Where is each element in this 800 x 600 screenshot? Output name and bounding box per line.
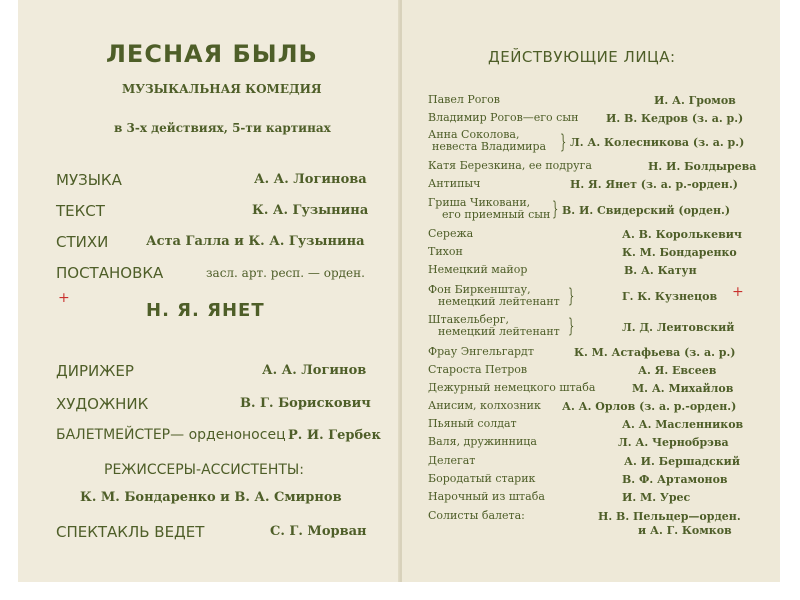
cast-role: Пьяный солдат: [428, 417, 517, 430]
credit-name-artist: В. Г. Борискович: [240, 396, 371, 411]
assistants-label: РЕЖИССЕРЫ-АССИСТЕНТЫ:: [104, 462, 305, 478]
cast-role: Анисим, колхозник: [428, 399, 541, 412]
cast-role: Тихон: [428, 245, 463, 258]
cast-actor: А. А. Орлов (з. а. р.-орден.): [562, 400, 737, 413]
cast-actor-line2: и А. Г. Комков: [638, 524, 732, 537]
cast-role: Антипыч: [428, 177, 481, 190]
cast-actor: А. Я. Евсеев: [638, 364, 717, 377]
cast-actor: И. В. Кедров (з. а. р.): [606, 112, 744, 125]
cast-actor: Н. В. Пельцер—орден.: [598, 510, 741, 523]
cast-role: Староста Петров: [428, 363, 528, 376]
cast-actor: Н. И. Болдырева: [648, 160, 757, 173]
cast-role-line2: невеста Владимира: [432, 140, 547, 153]
ballet-label: БАЛЕТМЕЙСТЕР— орденоносец: [56, 427, 286, 443]
credit-name-verses: Аста Галла и К. А. Гузынина: [146, 234, 365, 249]
play-subtitle: МУЗЫКАЛЬНАЯ КОМЕДИЯ: [122, 82, 322, 96]
credit-label-text: ТЕКСТ: [56, 202, 105, 220]
cast-role: Солисты балета:: [428, 509, 525, 522]
play-acts: в 3-х действиях, 5-ти картинах: [114, 121, 331, 135]
cast-actor: А. А. Масленников: [622, 418, 744, 431]
play-title: ЛЕСНАЯ БЫЛЬ: [106, 40, 318, 68]
stage-manager-name: С. Г. Морван: [270, 524, 367, 539]
cast-role: Сережа: [428, 227, 474, 240]
cast-actor: И. М. Урес: [622, 491, 691, 504]
cast-role: Павел Рогов: [428, 93, 500, 106]
credit-name-music: А. А. Логинова: [254, 172, 367, 187]
director-name: Н. Я. ЯНЕТ: [146, 300, 265, 321]
credit-name-text: К. А. Гузынина: [252, 203, 369, 218]
cast-role: Катя Березкина, ее подруга: [428, 159, 592, 172]
cast-actor: Л. Д. Леитовский: [622, 321, 735, 334]
stage-manager-label: СПЕКТАКЛЬ ВЕДЕТ: [56, 523, 205, 541]
cast-actor: Л. А. Колесникова (з. а. р.): [570, 136, 745, 149]
cast-actor: А. В. Королькевич: [622, 228, 742, 241]
cast-actor: К. М. Бондаренко: [622, 246, 737, 259]
cast-role: Гриша Чиковани,: [428, 196, 531, 209]
cast-actor: Н. Я. Янет (з. а. р.-орден.): [570, 178, 739, 191]
cast-actor: М. А. Михайлов: [632, 382, 734, 395]
credit-label-artist: ХУДОЖНИК: [56, 395, 149, 413]
cast-role: Фон Биркенштау,: [428, 283, 531, 296]
cast-actor: Г. К. Кузнецов: [622, 290, 718, 303]
cast-actor: К. М. Астафьева (з. а. р.): [574, 346, 736, 359]
cast-role: Владимир Рогов—его сын: [428, 111, 579, 124]
cast-role: Фрау Энгельгардт: [428, 345, 534, 358]
cast-role-line2: немецкий лейтенант: [438, 325, 560, 338]
cast-actor: Л. А. Чернобрэва: [618, 436, 729, 449]
left-page: ЛЕСНАЯ БЫЛЬ МУЗЫКАЛЬНАЯ КОМЕДИЯ в 3-х действиях, 5-ти картинах МУЗЫКА А. А. Логинова ТЕКСТ К. А. Гузынина СТИХИ Аста Галла и К. А. Гузынина ПОСТАНОВКА засл. арт. респ. — орден. + Н. Я. ЯНЕТ ДИРИЖЕР А. А. Логинов ХУДОЖНИК В. Г. Борискович БАЛЕТМЕЙСТЕР— орденоносец Р. И. Гербек РЕЖИССЕРЫ-АССИСТЕНТЫ: К. М. Бондаренко и В. А. Смирнов СПЕКТАКЛЬ ВЕДЕТ С. Г. Морван: [18, 0, 400, 582]
cast-actor: А. И. Бершадский: [624, 455, 740, 468]
cast-role-line2: его приемный сын: [442, 208, 551, 221]
cast-actor: В. А. Катун: [624, 264, 697, 277]
cast-role: Дежурный немецкого штаба: [428, 381, 596, 394]
ballet-name: Р. И. Гербек: [288, 428, 381, 443]
assistants-names: К. М. Бондаренко и В. А. Смирнов: [80, 490, 342, 505]
cast-heading: ДЕЙСТВУЮЩИЕ ЛИЦА:: [488, 48, 676, 66]
credit-label-music: МУЗЫКА: [56, 171, 122, 189]
cast-role-line2: немецкий лейтенант: [438, 295, 560, 308]
credit-label-verses: СТИХИ: [56, 233, 109, 251]
cast-actor: В. Ф. Артамонов: [622, 473, 728, 486]
credit-name-conductor: А. А. Логинов: [262, 363, 367, 378]
staging-title: засл. арт. респ. — орден.: [206, 266, 365, 280]
cast-actor: И. А. Громов: [654, 94, 736, 107]
staging-label: ПОСТАНОВКА: [56, 264, 164, 282]
right-page: ДЕЙСТВУЮЩИЕ ЛИЦА: Павел Рогов И. А. Громов Владимир Рогов—его сын И. В. Кедров (з. а. р.) Анна Соколова, невеста Владимира } Л. А. Колесникова (з. а. р.) Катя Березкина, ее подруга Н. И. Болдырева Антипыч Н. Я. Янет (з. а. р.-орден.) Гриша Чиковани, его приемный сын } В. И. Свидерский (орден.) Сережа А. В. Королькевич Тихон К. М. Бондаренко Немецкий майор В. А. Катун Фон Биркенштау, немецкий лейтенант } Г. К. Кузнецов + Штакельберг, немецкий лейтенант } Л. Д. Леитовский Фрау Энгельгардт К. М. Астафьева (з. а. р.) Староста Петров А. Я. Евсеев Дежурный немецкого штаба М. А. Михайлов Анисим, колхозник А. А. Орлов (з. а. р.-орден.) Пьяный солдат А. А. Масленников Валя, дружинница Л. А. Чернобрэва Делегат А. И. Бершадский Бородатый старик В. Ф. Артамонов Нарочный из штаба И. М. Урес Солисты балета: Н. В. Пельцер—орден. и А. Г. Комков: [402, 0, 780, 582]
cast-role: Анна Соколова,: [428, 128, 520, 141]
cast-role: Штакельберг,: [428, 313, 509, 326]
cast-role: Немецкий майор: [428, 263, 528, 276]
cast-role: Делегат: [428, 454, 476, 467]
cast-role: Бородатый старик: [428, 472, 536, 485]
cast-role: Валя, дружинница: [428, 435, 537, 448]
cast-role: Нарочный из штаба: [428, 490, 545, 503]
credit-label-conductor: ДИРИЖЕР: [56, 362, 134, 380]
cast-actor: В. И. Свидерский (орден.): [562, 204, 731, 217]
